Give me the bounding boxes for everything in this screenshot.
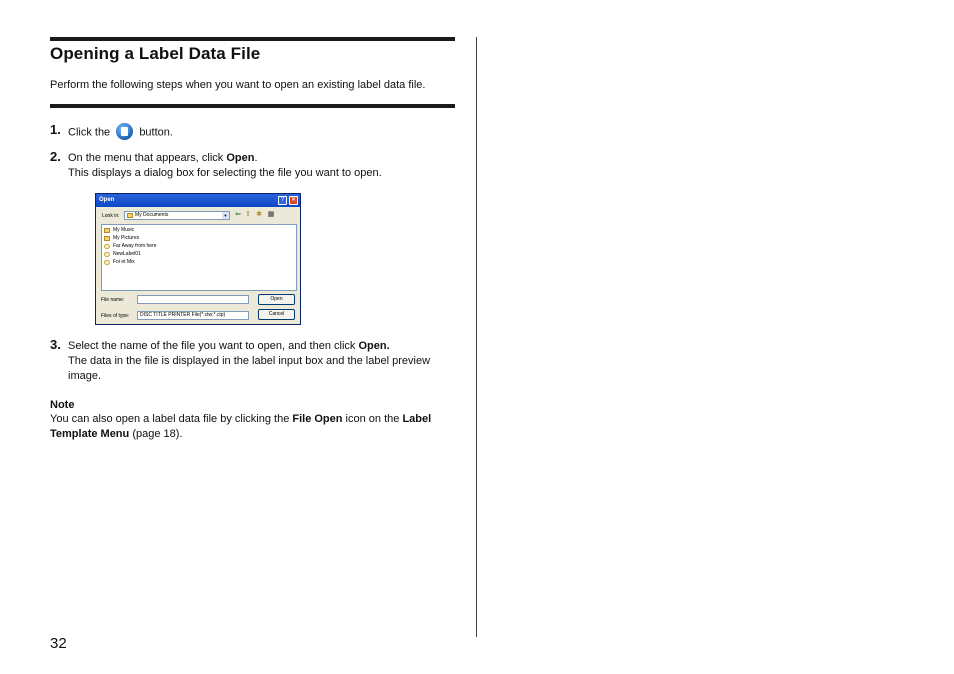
open-button[interactable]: Open (258, 294, 295, 305)
lookin-combo[interactable] (124, 211, 230, 220)
help-button[interactable]: ? (278, 196, 287, 205)
close-button[interactable]: ✕ (290, 197, 297, 203)
top-rule (50, 37, 455, 41)
step-3-line3: image. (68, 370, 102, 382)
list-item-label: My Pictures (113, 235, 140, 241)
intro-text: Perform the following steps when you want to open an existing label data file. (50, 79, 426, 91)
list-item-label: Far Away from here (113, 243, 157, 249)
page-number: 32 (50, 635, 67, 652)
cancel-button[interactable]: Cancel (258, 309, 295, 320)
folder-icon (104, 228, 110, 233)
filetype-select[interactable] (137, 311, 249, 320)
list-item[interactable] (104, 243, 157, 250)
note-text-2: icon on the (342, 413, 403, 425)
up-folder-icon[interactable]: ⇧ (245, 211, 251, 218)
open-dialog-screenshot (95, 193, 301, 325)
views-menu-icon[interactable]: ▦ (267, 211, 275, 218)
note-text-3: (page 18). (129, 428, 183, 440)
list-item-label: Foi et Mix (113, 259, 135, 265)
filename-input[interactable] (137, 295, 249, 304)
step-2-post: . (254, 152, 258, 164)
list-item[interactable] (104, 235, 139, 242)
note-text-1: You can also open a label data file by clicking the (50, 413, 293, 425)
step-1-text (68, 124, 173, 141)
note-bold-3: Template Menu (50, 428, 130, 440)
section-rule (50, 104, 455, 108)
step-3-bold: Open. (358, 340, 390, 352)
label-file-icon (104, 252, 110, 257)
filetype-label: Files of type: (101, 313, 130, 319)
step-2-pre: On the menu that appears, click (68, 152, 227, 164)
note-body (50, 412, 460, 442)
open-file-button-icon (116, 123, 133, 140)
column-divider (476, 37, 477, 637)
note-bold-2: Label (402, 413, 432, 425)
step-3-number: 3. (50, 337, 61, 352)
step-2-text (68, 151, 382, 181)
filename-label: File name: (101, 297, 125, 303)
step-2-number: 2. (50, 149, 61, 164)
lookin-label: Look in: (102, 213, 120, 219)
step-3-pre: Select the name of the file you want to open, and then click (68, 340, 359, 352)
dialog-title: Open (99, 197, 115, 203)
label-file-icon (104, 260, 110, 265)
step-2-line2: This displays a dialog box for selecting the file you want to open. (68, 167, 382, 179)
chevron-down-icon[interactable]: ▼ (223, 213, 228, 218)
list-item[interactable] (104, 227, 134, 234)
note-bold-1: File Open (292, 413, 343, 425)
step-1-pre: Click the (68, 126, 111, 139)
step-1-number: 1. (50, 122, 61, 137)
list-item-label: NewLabel01 (113, 251, 141, 257)
filetype-value: DISC TITLE PRINTER File(*.ctw;*.ctp) (140, 312, 226, 318)
step-3-line2: The data in the file is displayed in the label input box and the label preview (68, 355, 431, 367)
lookin-value: My Documents (135, 212, 169, 218)
list-item[interactable] (104, 259, 135, 266)
step-3-text (68, 339, 460, 384)
back-icon[interactable]: ⇐ (235, 211, 241, 218)
list-item[interactable] (104, 251, 141, 258)
file-list[interactable] (101, 224, 297, 291)
step-1-post: button. (139, 126, 173, 139)
list-item-label: My Music (113, 227, 135, 233)
section-heading: Opening a Label Data File (50, 44, 261, 63)
new-folder-icon[interactable]: ✱ (256, 211, 262, 218)
dialog-title-bar (96, 194, 300, 207)
folder-icon (127, 213, 133, 218)
step-2-bold: Open (226, 152, 255, 164)
folder-icon (104, 236, 110, 241)
note-heading: Note (50, 399, 75, 411)
label-file-icon (104, 244, 110, 249)
